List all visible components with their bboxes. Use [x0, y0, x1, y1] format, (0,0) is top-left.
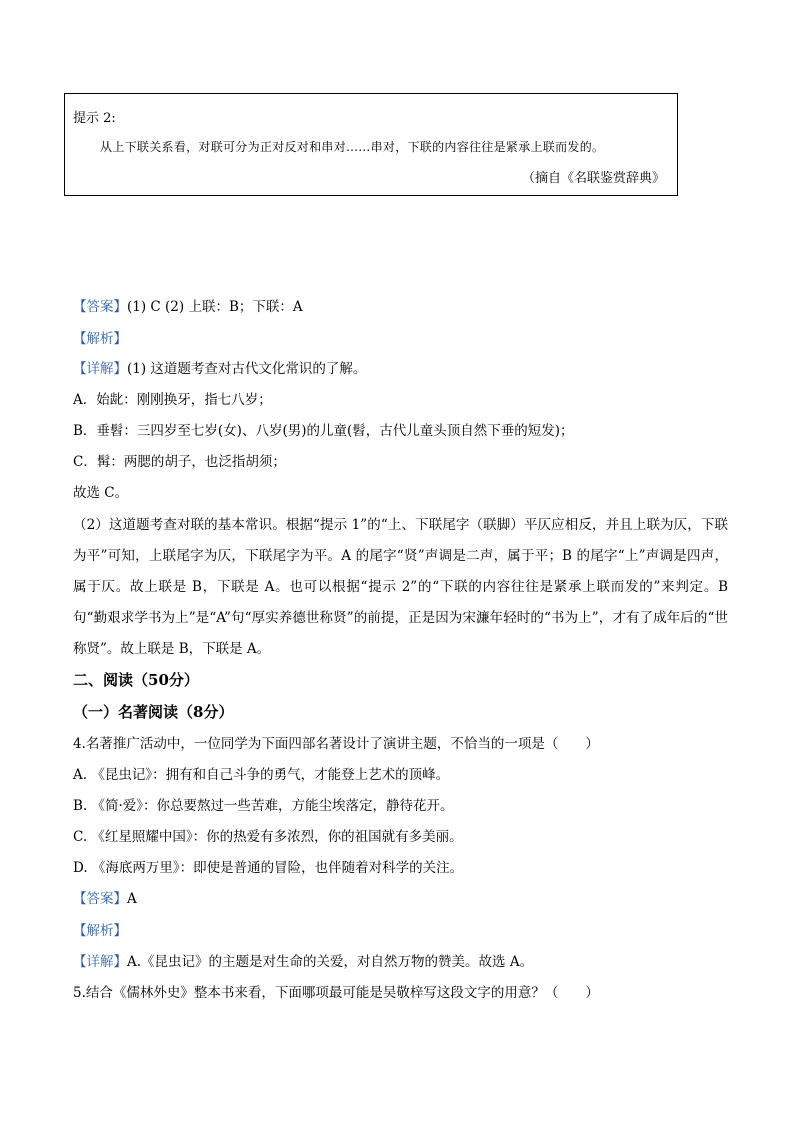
detail-tag: 【详解】 [73, 954, 127, 970]
section-reading: 二、阅读（50分） [73, 671, 199, 689]
answer-tag: 【答案】 [73, 299, 127, 315]
q3-answer-line [73, 301, 303, 315]
q3-answer: (1) C (2) 上联：B；下联：A [127, 299, 303, 315]
q4-analysis-tag: 【解析】 [73, 923, 127, 939]
q3-analysis-tag: 【解析】 [73, 331, 127, 347]
q4-option-b: B. 《简·爱》：你总要熬过一些苦难，方能尘埃落定，静待花开。 [73, 798, 454, 814]
q4-question: 4.名著推广活动中，一位同学为下面四部名著设计了演讲主题，不恰当的一项是（ ） [73, 736, 599, 752]
subsection-classics: （一）名著阅读（8分） [73, 703, 234, 721]
q3-detail: (1) 这道题考查对古代文化常识的了解。 [127, 361, 367, 377]
hint-text: 从上下联关系看，对联可分为正对反对和串对……串对，下联的内容往往是紧承上联而发的。 [100, 140, 605, 154]
q4-detail: A.《昆虫记》的主题是对生命的关爱，对自然万物的赞美。故选 A。 [127, 954, 534, 970]
q3-option-c: C．髯：两腮的胡子，也泛指胡须； [73, 454, 286, 470]
q4-detail-line [73, 956, 533, 970]
hint-source: （摘自《名联鉴赏辞典》 [521, 171, 665, 186]
q4-answer: A [127, 891, 137, 907]
q5-question: 5.结合《儒林外史》整本书来看，下面哪项最可能是吴敬梓写这段文字的用意？（ ） [73, 985, 599, 1001]
hint-box [64, 93, 678, 196]
q3-conclusion: 故选 C。 [73, 485, 129, 501]
q4-option-d: D. 《海底两万里》：即使是普通的冒险，也伴随着对科学的关注。 [73, 860, 464, 876]
q3-part2: （2）这道题考查对联的基本常识。根据“提示 1”的“上、下联尾字（联脚）平仄应相反，并且上联为仄，下联为平”可知，上联尾字为仄，下联尾字为平。A 的尾字“贤”声调是二声，属于平；B 的尾字“上”声调是四声，属于仄。故上联是 B，下联是 A。也可以根据“提示 2”的“下联的内容往往是紧承上联而发的”来判定。B 句“勤艰求学书为上”是“A”句“厚实养德世称贤”的前提，正是因为宋濂年轻时的“书为上”，才有了成年后的“世称贤”。故上联是 B，下联是 A。 [73, 517, 728, 657]
detail-tag: 【详解】 [73, 361, 127, 377]
hint-title: 提示 2: [73, 111, 116, 126]
q4-option-a: A. 《昆虫记》：拥有和自己斗争的勇气，才能登上艺术的顶峰。 [73, 767, 450, 783]
q3-option-b: B．垂髫：三四岁至七岁(女)、八岁(男)的儿童(髫，古代儿童头顶自然下垂的短发)； [73, 423, 574, 439]
q4-answer-line [73, 893, 137, 907]
q4-option-c: C. 《红星照耀中国》：你的热爱有多浓烈，你的祖国就有多美丽。 [73, 829, 463, 845]
q3-detail-line [73, 363, 366, 377]
q3-option-a: A．始龀：刚刚换牙，指七八岁； [73, 392, 272, 408]
answer-tag: 【答案】 [73, 891, 127, 907]
